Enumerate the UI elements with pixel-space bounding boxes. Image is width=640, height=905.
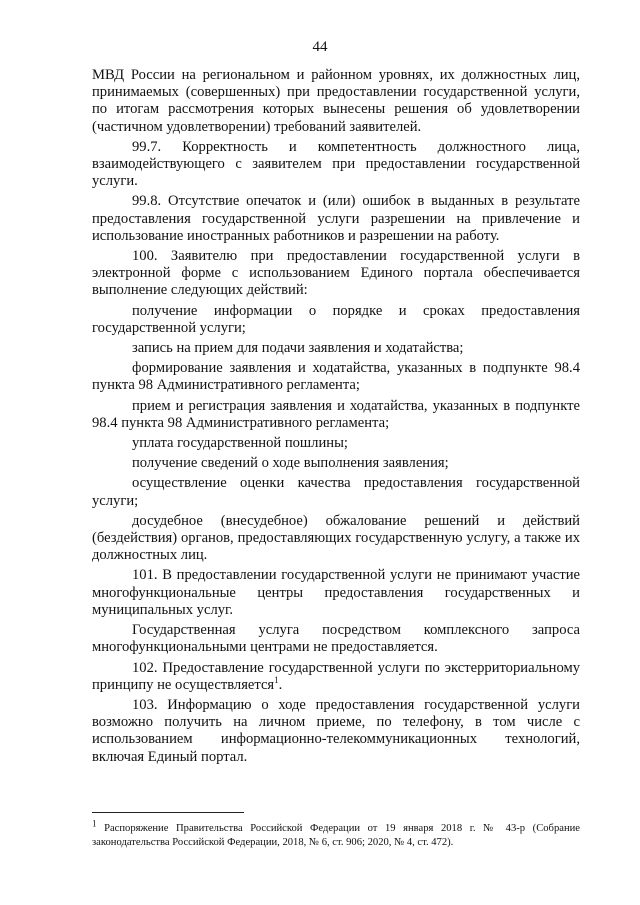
- list-item: формирование заявления и ходатайства, указанных в подпункте 98.4 пункта 98 Административного регламента;: [92, 360, 580, 394]
- footnote-text: Распоряжение Правительства Российской Федерации от 19 января 2018 г. № 43-р (Собрание законодательства Российской Федерации, 2018, № 6, ст. 906; 2020, № 4, ст. 472).: [92, 823, 580, 848]
- body-text: [92, 67, 580, 766]
- list-item: досудебное (внесудебное) обжалование решений и действий (бездействия) органов, предоставляющих государственную услугу, а также их должностных лиц.: [92, 512, 580, 564]
- list-item: получение информации о порядке и сроках предоставления государственной услуги;: [92, 302, 580, 336]
- page-number: 44: [312, 39, 328, 55]
- paragraph-101: 101. В предоставлении государственной услуги не принимают участие многофункциональные центры предоставления государственных и муниципальных услуг.: [92, 567, 580, 618]
- paragraph-100: 100. Заявителю при предоставлении государственной услуги в электронной форме с использованием Единого портала обеспечивается выполнение следующих действий:: [92, 248, 580, 299]
- paragraph-103: 103. Информацию о ходе предоставления государственной услуги возможно получить на личном приеме, по телефону, в том числе с использованием информационно-телекоммуникационных технологий, включая Единый портал.: [92, 696, 580, 765]
- list-item: осуществление оценки качества предоставления государственной услуги;: [92, 475, 580, 509]
- paragraph-99-8: 99.8. Отсутствие опечаток и (или) ошибок в выданных в результате предоставления государственной услуги разрешении на привлечение и использование иностранных работников и разрешении на работу.: [92, 193, 580, 244]
- paragraph-102-text: 102. Предоставление государственной услуги по экстерриториальному принципу не осуществляется: [92, 659, 580, 693]
- paragraph-102: 102. Предоставление государственной услуги по экстерриториальному принципу не осуществляется$^1$.: [92, 659, 580, 693]
- footnote-separator: [92, 812, 244, 813]
- list-item: запись на прием для подачи заявления и ходатайства;: [132, 340, 464, 357]
- list-item: получение сведений о ходе выполнения заявления;: [132, 455, 449, 472]
- footnote-marker: 1: [92, 818, 97, 829]
- paragraph-continuation: МВД России на региональном и районном уровнях, их должностных лиц, принимаемых (совершенных) при предоставлении государственной услуги, по итогам рассмотрения которых вынесены решения об удовлетворении (частичном удовлетворении) требований заявителей.: [92, 67, 580, 135]
- footnote: [92, 818, 580, 850]
- list-item: уплата государственной пошлины;: [132, 435, 348, 452]
- paragraph-complex-request: Государственная услуга посредством комплексного запроса многофункциональными центрами не предоставляется.: [92, 622, 580, 656]
- footnote-reference: 1: [274, 674, 279, 685]
- paragraph-99-7: 99.7. Корректность и компетентность должностного лица, взаимодействующего с заявителем при предоставлении государственной услуги.: [92, 138, 580, 190]
- list-item: прием и регистрация заявления и ходатайства, указанных в подпункте 98.4 пункта 98 Административного регламента;: [92, 397, 580, 431]
